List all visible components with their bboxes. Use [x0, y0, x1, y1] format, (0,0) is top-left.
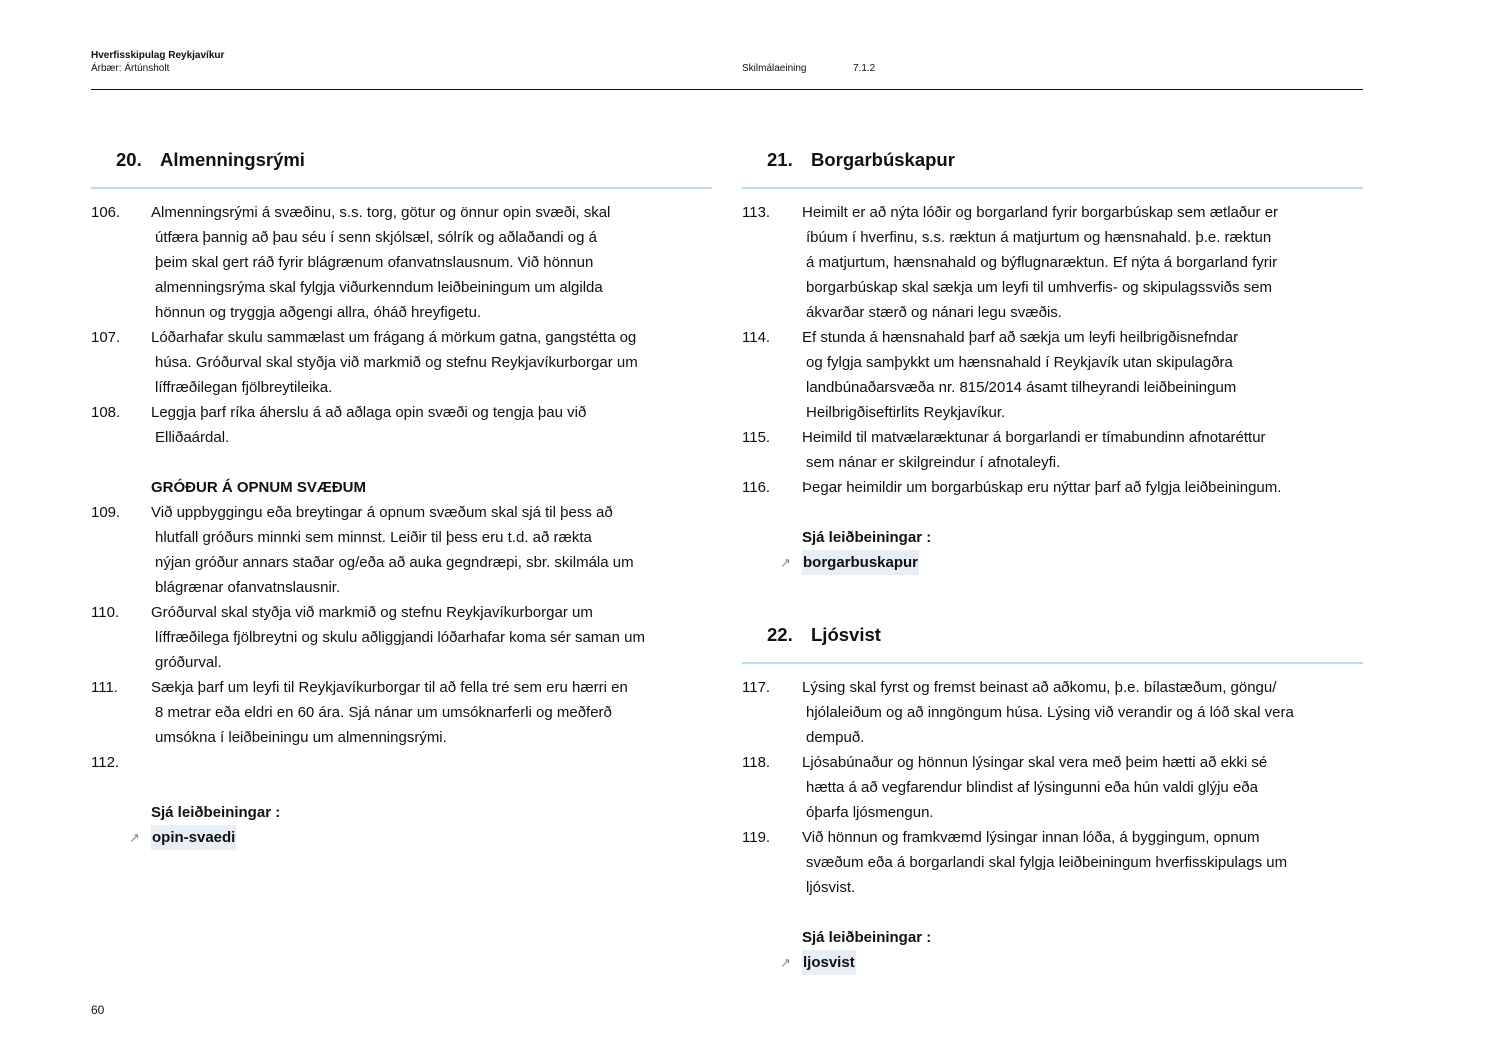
- list-item-continuation: [91, 300, 712, 325]
- list-item: [91, 600, 712, 625]
- item-text: almenningsrýma skal fylgja viðurkenndum leiðbeiningum um algilda: [155, 279, 603, 296]
- item-number: 114.: [742, 329, 771, 346]
- item-text: hlutfall gróðurs minnki sem minnst. Leiðir til þess eru t.d. að rækta: [155, 529, 592, 546]
- item-text: Ef stunda á hænsnahald þarf að sækja um leyfi heilbrigðisnefndar: [802, 329, 1239, 346]
- section-borgarbuskapur: [742, 140, 1363, 575]
- list-item: [91, 500, 712, 525]
- guideline-link[interactable]: opin-svaedi: [151, 825, 236, 850]
- item-text: og fylgja samþykkt um hænsnahald í Reykjavík utan skipulagðra: [806, 354, 1233, 371]
- list-item: [91, 200, 712, 225]
- item-text: Ljósabúnaður og hönnun lýsingar skal vera með þeim hætti að ekki sé: [802, 754, 1268, 771]
- item-text: Gróðurval skal styðja við markmið og stefnu Reykjavíkurborgar um: [151, 604, 593, 621]
- section-heading: [91, 140, 712, 180]
- item-text: hönnun og tryggja aðgengi allra, óháð hreyfigetu.: [155, 304, 482, 321]
- item-number: 107.: [91, 329, 121, 346]
- item-text: Lýsing skal fyrst og fremst beinast að aðkomu, þ.e. bílastæðum, göngu/: [802, 679, 1277, 696]
- external-link-arrow-icon: ↗: [780, 955, 791, 970]
- section-divider: [742, 187, 1363, 189]
- spacer: [742, 900, 1363, 925]
- header-title: Hverfisskipulag Reykjavíkur: [91, 50, 225, 61]
- list-item: [742, 750, 1363, 775]
- list-item: [91, 400, 712, 425]
- section-ljosvist: [742, 615, 1363, 975]
- list-item: [742, 425, 1363, 450]
- list-item-continuation: [742, 800, 1363, 825]
- item-number: 116.: [742, 479, 771, 496]
- spacer: [91, 775, 712, 800]
- item-number: 113.: [742, 204, 771, 221]
- page-number: 60: [91, 1003, 105, 1017]
- item-text: Sækja þarf um leyfi til Reykjavíkurborgar til að fella tré sem eru hærri en: [151, 679, 628, 696]
- item-text: Þegar heimildir um borgarbúskap eru nýttar þarf að fylgja leiðbeiningum.: [802, 479, 1282, 496]
- item-text: á matjurtum, hænsnahald og býflugnaræktun. Ef nýta á borgarland fyrir: [806, 254, 1278, 271]
- see-guidelines-row: [742, 925, 1363, 950]
- item-text: gróðurval.: [155, 654, 222, 671]
- header-section-label: Skilmálaeining: [742, 63, 807, 74]
- list-item-continuation: [742, 875, 1363, 900]
- section-divider: [742, 662, 1363, 664]
- spacer: [742, 500, 1363, 525]
- section-heading: [742, 140, 1363, 180]
- guideline-link-row: [742, 550, 1363, 575]
- guideline-link[interactable]: borgarbuskapur: [802, 550, 919, 575]
- item-number: 115.: [742, 429, 771, 446]
- item-number: 110.: [91, 604, 120, 621]
- guideline-link[interactable]: ljosvist: [802, 950, 856, 975]
- list-item: [742, 325, 1363, 350]
- list-item-continuation: [742, 250, 1363, 275]
- item-text: hjólaleiðum og að inngöngum húsa. Lýsing við verandir og á lóð skal vera: [806, 704, 1294, 721]
- section-number: 20.: [116, 149, 142, 170]
- section-title: Ljósvist: [811, 624, 881, 645]
- item-number: 112.: [91, 754, 120, 771]
- list-item-continuation: [742, 350, 1363, 375]
- list-item-continuation: [91, 700, 712, 725]
- item-number: 118.: [742, 754, 771, 771]
- header-divider: [91, 89, 1363, 90]
- item-text: blágrænar ofanvatnslausnir.: [155, 579, 341, 596]
- list-item-continuation: [742, 725, 1363, 750]
- item-number: 106.: [91, 204, 121, 221]
- item-text: líffræðilega fjölbreytni og skulu aðliggjandi lóðarhafar koma sér saman um: [155, 629, 645, 646]
- item-text: húsa. Gróðurval skal styðja við markmið og stefnu Reykjavíkurborgar um: [155, 354, 638, 371]
- section-title: Almenningsrými: [160, 149, 305, 170]
- item-number: 108.: [91, 404, 121, 421]
- spacer: [91, 450, 712, 475]
- guideline-link-row: [742, 950, 1363, 975]
- list-item: [91, 675, 712, 700]
- list-item: [91, 325, 712, 350]
- list-item-continuation: [91, 275, 712, 300]
- see-guidelines-label: Sjá leiðbeiningar :: [802, 529, 932, 546]
- item-text: óþarfa ljósmengun.: [806, 804, 934, 821]
- item-text: Heimild til matvælaræktunar á borgarlandi er tímabundinn afnotaréttur: [802, 429, 1266, 446]
- list-item: [91, 750, 712, 775]
- list-item-continuation: [91, 425, 712, 450]
- list-item-continuation: [91, 725, 712, 750]
- item-number: 109.: [91, 504, 121, 521]
- list-item-continuation: [91, 225, 712, 250]
- list-item-continuation: [742, 450, 1363, 475]
- item-text: Lóðarhafar skulu sammælast um frágang á mörkum gatna, gangstétta og: [151, 329, 637, 346]
- see-guidelines-row: [91, 800, 712, 825]
- list-item-continuation: [91, 625, 712, 650]
- item-text: Heilbrigðiseftirlits Reykjavíkur.: [806, 404, 1006, 421]
- item-text: sem nánar er skilgreindur í afnotaleyfi.: [806, 454, 1061, 471]
- list-item-continuation: [742, 775, 1363, 800]
- list-item-continuation: [91, 525, 712, 550]
- item-text: dempuð.: [806, 729, 865, 746]
- item-text: landbúnaðarsvæða nr. 815/2014 ásamt tilheyrandi leiðbeiningum: [806, 379, 1237, 396]
- list-item-continuation: [742, 275, 1363, 300]
- see-guidelines-label: Sjá leiðbeiningar :: [802, 929, 932, 946]
- item-text: útfæra þannig að þau séu í senn skjólsæl, sólrík og aðlaðandi og á: [155, 229, 597, 246]
- guideline-link-row: [91, 825, 712, 850]
- section-divider: [91, 187, 712, 189]
- see-guidelines-label: Sjá leiðbeiningar :: [151, 804, 281, 821]
- item-text: svæðum eða á borgarlandi skal fylgja leiðbeiningum hverfisskipulags um: [806, 854, 1288, 871]
- item-text: Almenningsrými á svæðinu, s.s. torg, götur og önnur opin svæði, skal: [151, 204, 611, 221]
- list-item-continuation: [91, 250, 712, 275]
- subheading: GRÓÐUR Á OPNUM SVÆÐUM: [151, 479, 367, 496]
- item-text: Leggja þarf ríka áherslu á að aðlaga opin svæði og tengja þau við: [151, 404, 587, 421]
- list-item-continuation: [91, 550, 712, 575]
- list-item: [742, 475, 1363, 500]
- list-item-continuation: [91, 575, 712, 600]
- item-text: Elliðaárdal.: [155, 429, 230, 446]
- item-text: líffræðilegan fjölbreytileika.: [155, 379, 333, 396]
- item-text: ljósvist.: [806, 879, 856, 896]
- list-item: [742, 675, 1363, 700]
- section-almenningsrymi: [91, 140, 712, 850]
- list-item-continuation: [742, 850, 1363, 875]
- item-text: umsókna í leiðbeiningu um almenningsrými.: [155, 729, 447, 746]
- list-item-continuation: [742, 300, 1363, 325]
- item-text: Við uppbyggingu eða breytingar á opnum svæðum skal sjá til þess að: [151, 504, 613, 521]
- item-text: borgarbúskap skal sækja um leyfi til umhverfis- og skipulagssviðs sem: [806, 279, 1273, 296]
- list-item-continuation: [91, 650, 712, 675]
- item-text: 8 metrar eða eldri en 60 ára. Sjá nánar um umsóknarferli og meðferð: [155, 704, 612, 721]
- list-item: [742, 825, 1363, 850]
- list-item-continuation: [742, 400, 1363, 425]
- item-text: þeim skal gert ráð fyrir blágrænum ofanvatnslausnum. Við hönnun: [155, 254, 594, 271]
- item-number: 111.: [91, 679, 118, 696]
- item-text: íbúum í hverfinu, s.s. ræktun á matjurtum og hænsnahald. þ.e. ræktun: [806, 229, 1272, 246]
- list-item: [742, 200, 1363, 225]
- section-heading: [742, 615, 1363, 655]
- item-text: ákvarðar stærð og nánari legu svæðis.: [806, 304, 1062, 321]
- list-item-continuation: [742, 700, 1363, 725]
- external-link-arrow-icon: ↗: [129, 830, 140, 845]
- list-item-continuation: [742, 375, 1363, 400]
- item-text: Við hönnun og framkvæmd lýsingar innan lóða, á byggingum, opnum: [802, 829, 1260, 846]
- section-number: 22.: [767, 624, 793, 645]
- item-number: 117.: [742, 679, 771, 696]
- section-number: 21.: [767, 149, 793, 170]
- list-item-continuation: [91, 375, 712, 400]
- item-text: hætta á að vegfarendur blindist af lýsingunni eða hún valdi glýju eða: [806, 779, 1258, 796]
- external-link-arrow-icon: ↗: [780, 555, 791, 570]
- section-title: Borgarbúskapur: [811, 149, 955, 170]
- list-item-continuation: [91, 350, 712, 375]
- item-text: nýjan gróður annars staðar og/eða að auka gegndræpi, sbr. skilmála um: [155, 554, 634, 571]
- item-number: 119.: [742, 829, 771, 846]
- item-text: Heimilt er að nýta lóðir og borgarland fyrir borgarbúskap sem ætlaður er: [802, 204, 1279, 221]
- header-section-number: 7.1.2: [853, 63, 876, 74]
- subheading-row: [91, 475, 712, 500]
- see-guidelines-row: [742, 525, 1363, 550]
- header-subtitle: Árbær: Ártúnsholt: [91, 63, 170, 74]
- list-item-continuation: [742, 225, 1363, 250]
